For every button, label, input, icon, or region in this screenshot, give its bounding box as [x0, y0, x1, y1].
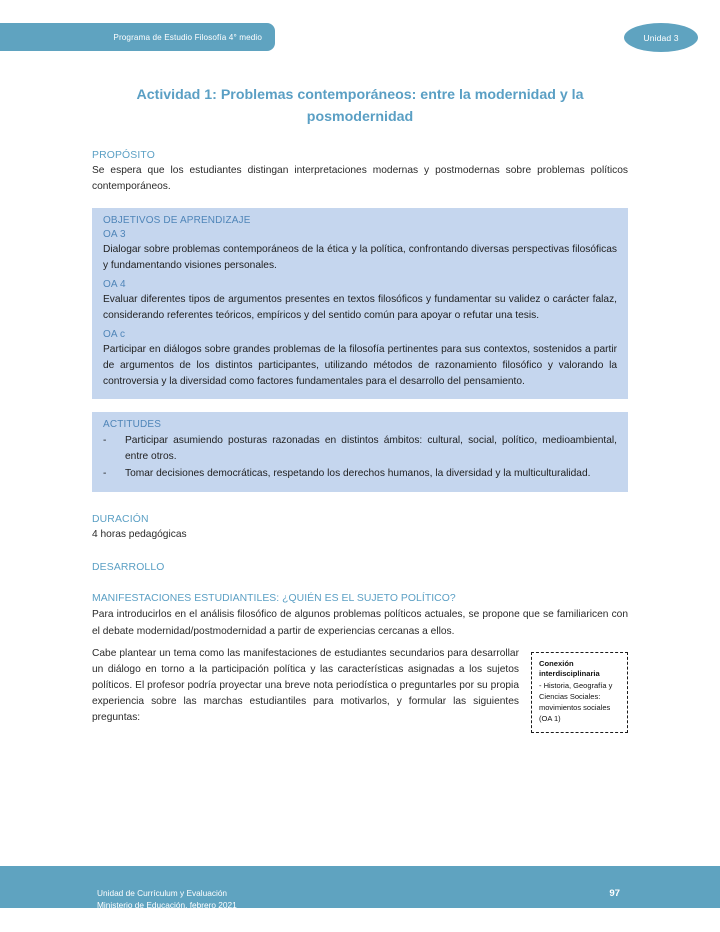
- page-number: 97: [609, 888, 620, 899]
- objetivos-heading: OBJETIVOS DE APRENDIZAJE: [103, 215, 251, 227]
- actitudes-heading: ACTITUDES: [103, 419, 162, 431]
- objetivos-box: [92, 208, 628, 399]
- bullet-dash: -: [103, 435, 107, 447]
- list-item: [103, 466, 617, 482]
- content-column: [92, 150, 628, 733]
- oa-text-3: Dialogar sobre problemas contemporáneos de la ética y la política, confrontando diversas perspectivas filosóficas y fundamentando visiones personales.: [103, 244, 617, 272]
- proposito-text: Se espera que los estudiantes distingan interpretaciones modernas y postmodernas sobre problemas políticos contemporáneos.: [92, 165, 628, 193]
- oa-code-4: OA 4: [103, 279, 126, 291]
- list-item: [103, 433, 617, 465]
- duracion-heading: DURACIÓN: [92, 514, 149, 526]
- actitud-text-1: Participar asumiendo posturas razonadas en distintos ámbitos: cultural, social, político, medioambiental, entre otros.: [125, 435, 617, 463]
- footer-bar: [0, 866, 720, 911]
- page-title: Actividad 1: Problemas contemporáneos: entre la modernidad y la posmodernidad: [136, 87, 584, 125]
- oa-text-4: Evaluar diferentes tipos de argumentos presentes en textos filosóficos y fundamentar su validez o carácter falaz, considerando referentes teóricos, empíricos y del sentido común para apoyar o refutar una tesis.: [103, 294, 617, 322]
- unit-badge-label: Unidad 3: [643, 32, 679, 43]
- footer-line-2: Ministerio de Educación, febrero 2021: [97, 900, 237, 911]
- desarrollo-paragraph-1: Para introducirlos en el análisis filosófico de algunos problemas políticos actuales, se propone que se familiaricen con el debate modernidad/postmodernidad a partir de experiencias cercanas a ellos.: [92, 609, 628, 637]
- footer-institution: [97, 887, 237, 912]
- unit-badge: [624, 23, 698, 52]
- actitudes-list: [103, 433, 617, 482]
- desarrollo-heading: DESARROLLO: [92, 562, 165, 574]
- conexion-interdisciplinaria-box: [531, 652, 628, 733]
- desarrollo-paragraph-2: Cabe plantear un tema como las manifestaciones de estudiantes secundarios para desarrollar un diálogo en torno a la participación política y las características asignadas a los sujetos políticos. El profesor podría proyectar una breve nota periodística o preguntarles por su propia experiencia sobre las marchas estudiantiles para motivarlos, y formular las siguientes preguntas:: [92, 647, 519, 724]
- page-header: [0, 0, 720, 70]
- desarrollo-subheading: MANIFESTACIONES ESTUDIANTILES: ¿QUIÉN ES EL SUJETO POLÍTICO?: [92, 593, 456, 605]
- desarrollo-wrap-region: [92, 646, 628, 733]
- program-label: Programa de Estudio Filosofía 4° medio: [113, 32, 262, 42]
- oa-text-c: Participar en diálogos sobre grandes problemas de la filosofía pertinentes para sus contextos, sostenidos a partir de argumentos de los distintos participantes, utilizando métodos de razonamiento filosófico y valorando la controversia y la diversidad como factores fundamentales para el desarrollo del pensamiento.: [103, 344, 617, 388]
- bullet-dash: -: [103, 468, 107, 480]
- actitud-text-2: Tomar decisiones democráticas, respetando los derechos humanos, la diversidad y la multiculturalidad.: [125, 468, 591, 480]
- sidebox-title: Conexión interdisciplinaria: [539, 658, 600, 679]
- proposito-heading: PROPÓSITO: [92, 150, 155, 161]
- page-footer: [0, 854, 720, 932]
- duracion-text: 4 horas pedagógicas: [92, 529, 187, 541]
- program-banner: [0, 23, 275, 51]
- page-content: [0, 70, 720, 733]
- footer-line-1: Unidad de Currículum y Evaluación: [97, 888, 228, 898]
- actitudes-box: [92, 412, 628, 492]
- oa-code-3: OA 3: [103, 229, 126, 241]
- sidebox-text: - Historia, Geografía y Ciencias Sociales: movimientos sociales (OA 1): [539, 681, 613, 723]
- oa-code-c: OA c: [103, 329, 126, 341]
